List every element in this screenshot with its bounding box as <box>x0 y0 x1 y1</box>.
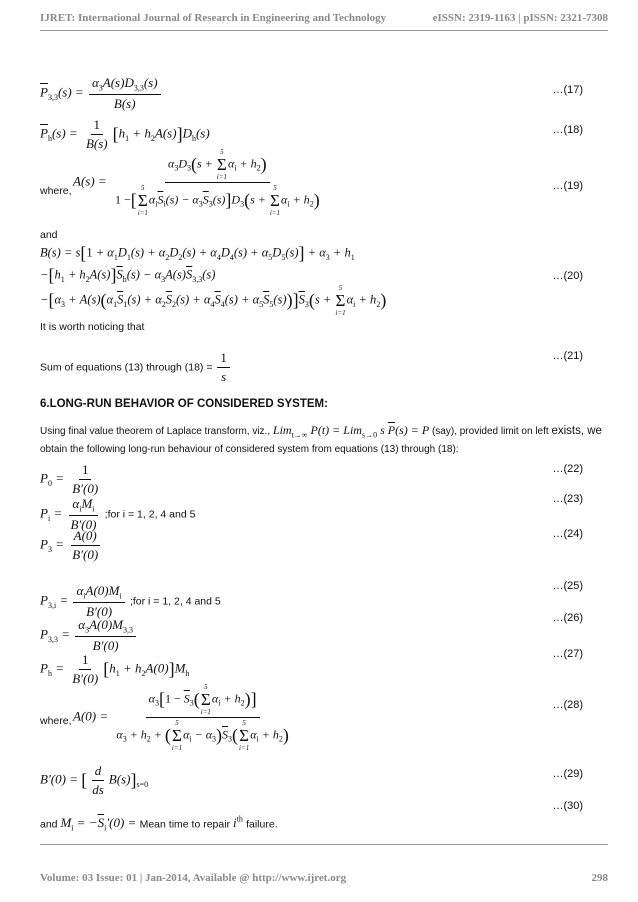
footer-volume <box>40 872 346 884</box>
header-rule <box>40 30 608 31</box>
eq-number-27: …(27) <box>552 648 583 660</box>
equation-28: A(0) = $\alpha_3[1 - \overline{S}_3(5$ Σ $i=1\alpha_i + h_2$)] $\alpha_3 + h_2 + (5$ Σ $i=1\alpha_i - \alpha_3)\overline{S}_3(5$ Σ $i=1\alpha_i + h_2$) <box>73 683 289 752</box>
running-header <box>40 12 608 24</box>
eq-number-17: …(17) <box>552 84 583 96</box>
eq-number-24: …(24) <box>552 528 583 540</box>
equation-29: B′(0) = [ $\frac{d}{ds}$ $B(s)]_{s=0}$ <box>40 763 149 797</box>
for-i-note: ;for i = 1, 2, 4 and 5 <box>104 508 196 521</box>
eq-number-30: …(30) <box>552 800 583 812</box>
journal-name: IJRET: International Journal of Research in Engineering and Technology <box>40 12 387 24</box>
for-i-note-2: ;for i = 1, 2, 4 and 5 <box>129 595 221 608</box>
eq-number-20: …(20) <box>552 270 583 282</box>
equation-20-line3: $-[\alpha_3 + A(s)(\alpha_1\overline{S}_1(s) + \alpha_2\overline{S}_2(s) + \alpha_4\overline{S}_4(s) + \alpha_5\overline{S}_5(s))]\overline{S}_3(s + 5$ Σ $i=1\alpha_i + h_2$) <box>40 284 387 317</box>
equation-20-line1: $B(s) = s[1 + \alpha_1D_1(s) + \alpha_2D_2(s) + \alpha_4D_4(s) + \alpha_5D_5(s)] + \alpha_3 + h_1$ <box>40 243 355 263</box>
equation-25: $P_{3,i}$ = $\frac{\alpha_iA(0)M_i}{B'(0)}$ ;for i = 1, 2, 4 and 5 <box>40 583 221 619</box>
eq-number-26: …(26) <box>552 612 583 624</box>
eq-number-29: …(29) <box>552 768 583 780</box>
eq-number-23: …(23) <box>552 493 583 505</box>
final-value-theorem-text-2: obtain the following long-run behaviour of considered system from equations (13) through (18): <box>40 444 459 455</box>
sum-of-equations-label: Sum of equations (13) through (18) = <box>40 361 213 374</box>
para-part-b: (say), provided limit on left <box>431 426 549 437</box>
and-label: and <box>40 229 58 241</box>
sum-of-equations-text: Sum of equations (13) through (18) = $\frac{1}{s}$ <box>40 350 232 385</box>
equation-27: $P_h$ = $\frac{1}{B'(0)}$ $[h_1 + h_2A(0)]M_h$ <box>40 652 190 686</box>
equation-18: $\overline{P}_h(s)$ = $\frac{1}{B(s)}$ $[h_1 + h_2A(s)]D_h(s)$ <box>40 117 210 151</box>
eq-number-19: …(19) <box>552 180 583 192</box>
para-part-c: exists, we <box>551 425 602 437</box>
eq-number-18: …(18) <box>552 124 583 136</box>
where-label-2: where, <box>40 715 72 727</box>
equation-19: A(s) = $\alpha_3D_3(s + 5$ Σ $i=1\alpha_i + h_2$) 1 −[5 Σ $i=1\alpha_i\overline{S}_i(s) - \alpha_3\overline{S}_3(s)]D_3(s + 5$ Σ $i=1\alpha_i + h_2$) <box>73 148 320 217</box>
equation-20-line2: $-[h_1 + h_2A(s)]\overline{S}_h(s) - \alpha_3A(s)\overline{S}_{3,3}(s)$ <box>40 265 216 285</box>
eq-number-22: …(22) <box>552 463 583 475</box>
mean-time-label: Mean time to repair <box>139 818 231 831</box>
equation-24: $P_3$ = $\frac{A(0)}{B'(0)}$ <box>40 528 99 562</box>
section-heading: 6.LONG-RUN BEHAVIOR OF CONSIDERED SYSTEM: <box>40 398 328 410</box>
eq-number-28: …(28) <box>552 699 583 711</box>
running-footer <box>40 872 608 884</box>
equation-17: $\overline{P}_{3,3}(s)$ = $\frac{\alpha_3A(s)D_{3,3}(s)}{B(s)}$ <box>40 75 163 112</box>
final-value-theorem-text: Using final value theorem of Laplace transform, viz., Lim$_{t\to\infty}$ P(t) = Lim$_{s\to 0}$ s $\overline{P}(s) = P$ (say), provided limit on left exists, we <box>40 423 602 440</box>
worth-noticing-text: It is worth noticing that <box>40 321 145 333</box>
and-label-2: and <box>40 818 58 831</box>
equation-22: $P_0$ = $\frac{1}{B'(0)}$ <box>40 462 99 496</box>
failure-label: failure. <box>246 818 278 831</box>
para-part-a: Using final value theorem of Laplace transform, viz., <box>40 426 271 437</box>
footer-rule <box>40 844 608 845</box>
issn: eISSN: 2319-1163 | pISSN: 2321-7308 <box>432 12 608 24</box>
equation-23: $P_i$ = $\frac{\alpha_iM_i}{B'(0)}$ ;for i = 1, 2, 4 and 5 <box>40 496 196 532</box>
eq-number-21: …(21) <box>552 350 583 362</box>
equation-26: $P_{3,3}$ = $\frac{\alpha_3A(0)M_{3,3}}{B'(0)}$ <box>40 617 138 654</box>
footer-volume-text: Volume: 03 Issue: 01 | Jan-2014, Available @ <box>40 872 250 884</box>
journal-link[interactable]: http://www.ijret.org <box>252 872 347 884</box>
page-number: 298 <box>591 872 608 884</box>
eq-number-25: …(25) <box>552 580 583 592</box>
where-label: where, <box>40 185 72 197</box>
mean-time-definition: and $M_i = -\overline{S}_i'(0)$ = Mean time to repair $i^{th}$ failure. <box>40 815 278 833</box>
